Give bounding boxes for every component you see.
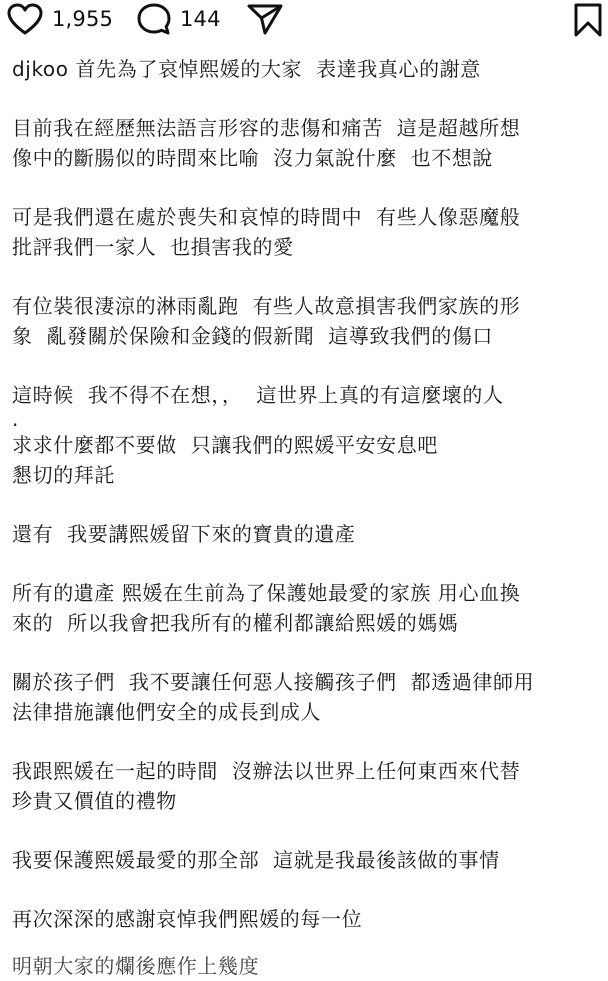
caption-paragraph: 求求什麼都不要做 只讓我們的熙媛平安安息吧 懇切的拜託 — [12, 433, 438, 487]
caption-first-line — [12, 54, 604, 84]
cut-off-text: 明朝大家的爛後應作上幾度 — [12, 954, 260, 978]
caption-paragraph: 目前我在經歷無法語言形容的悲傷和痛苦 這是超越所想 像中的斷腸似的時間來比喻 沒力氣說什麼 也不想說 — [12, 116, 521, 170]
post-caption — [12, 54, 604, 963]
caption-paragraph: 再次深深的感謝哀悼我們熙媛的每一位 — [12, 907, 363, 931]
bookmark-icon — [572, 2, 604, 38]
comment-bubble-icon — [136, 2, 172, 36]
save-button[interactable] — [572, 2, 604, 38]
caption-dot: . — [12, 407, 19, 431]
paper-plane-icon — [246, 2, 284, 36]
caption-paragraph: 有位裝很淒涼的淋雨亂跑 有些人故意損害我們家族的形 象 亂發關於保險和金錢的假新聞 這導致我們的傷口 — [12, 294, 521, 348]
caption-paragraph: 關於孩子們 我不要讓任何惡人接觸孩子們 都透過律師用 法律措施讓他們安全的成長到成人 — [12, 670, 535, 724]
comment-button[interactable] — [136, 2, 221, 36]
comment-count: 144 — [180, 7, 221, 31]
caption-paragraph: 還有 我要講熙媛留下來的寶貴的遺產 — [12, 522, 356, 546]
post-action-bar — [0, 0, 608, 42]
caption-paragraph: 可是我們還在處於喪失和哀悼的時間中 有些人像惡魔般 批評我們一家人 也損害我的愛 — [12, 205, 521, 259]
caption-paragraph: 我跟熙媛在一起的時間 沒辦法以世界上任何東西來代替 珍貴又價值的禮物 — [12, 759, 521, 813]
caption-paragraph: 我要保護熙媛最愛的那全部 這就是我最後該做的事情 — [12, 848, 500, 872]
caption-paragraph: 這時候 我不得不在想，， 這世界上真的有這麼壞的人 — [12, 383, 504, 407]
caption-text: 首先為了哀悼熙媛的大家 表達我真心的謝意 — [68, 57, 481, 81]
heart-icon — [6, 2, 44, 36]
cut-off-line — [0, 953, 608, 978]
like-count: 1,955 — [52, 7, 114, 31]
like-button[interactable] — [6, 2, 113, 36]
caption-paragraph: 所有的遺產 熙媛在生前為了保護她最愛的家族 用心血換 來的 所以我會把我所有的權利都讓給熙媛的媽媽 — [12, 581, 521, 635]
share-button[interactable] — [246, 2, 284, 36]
username-link[interactable]: djkoo — [12, 57, 69, 81]
